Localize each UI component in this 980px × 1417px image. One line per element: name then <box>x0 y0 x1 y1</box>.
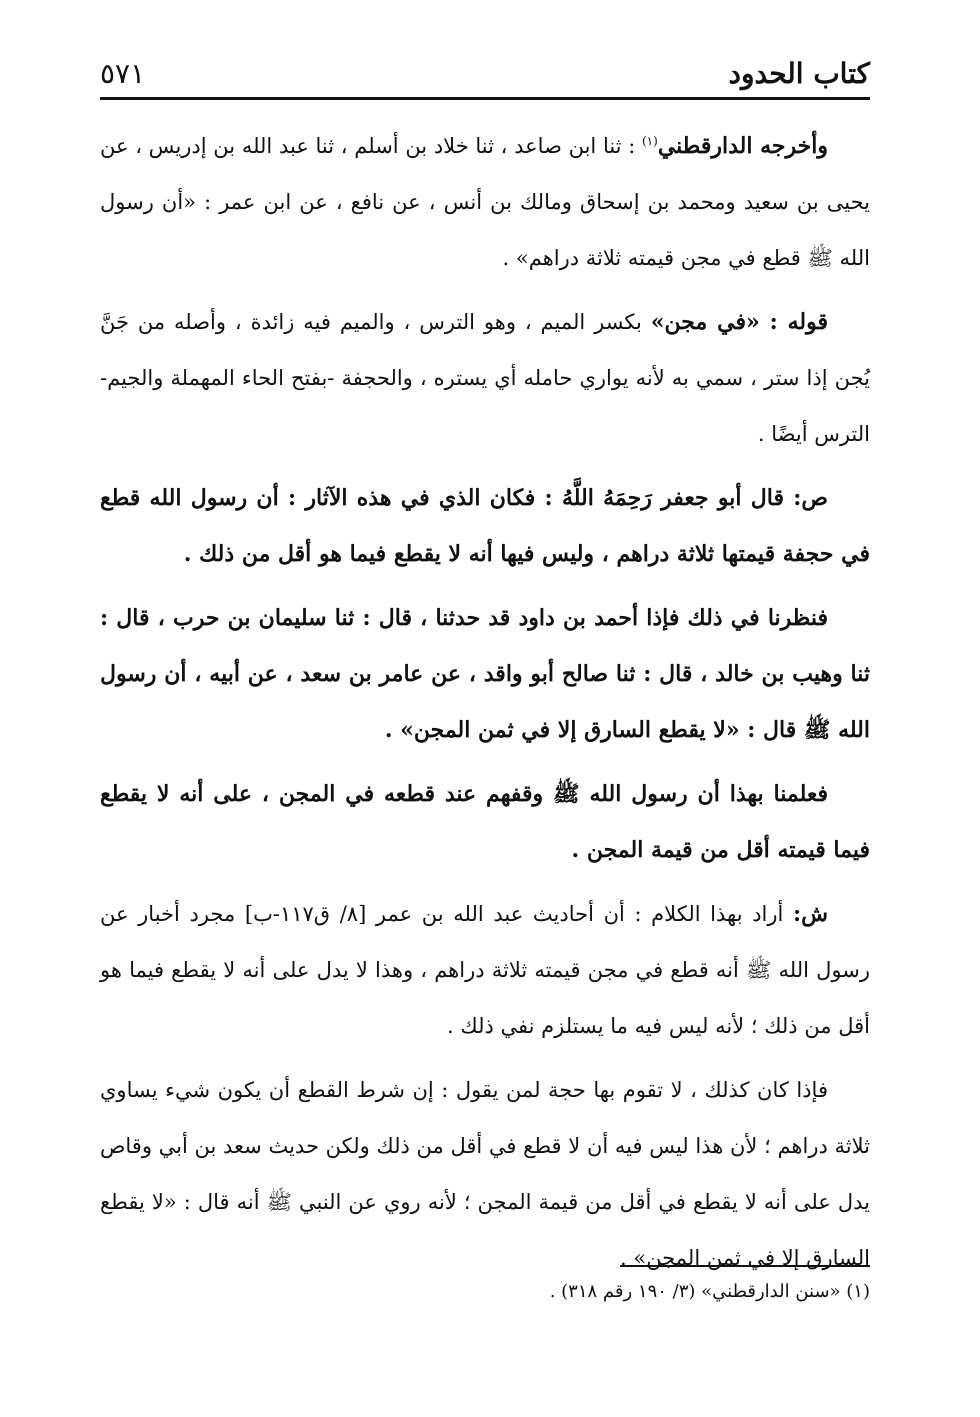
page-header <box>100 52 870 96</box>
paragraph-text: فإذا كان كذلك ، لا تقوم بها حجة لمن يقول : إن شرط القطع أن يكون شيء يساوي ثلاثة دراهم ؛ لأن هذا ليس فيه أن لا قطع في أقل من ذلك ولكن حديث سعد بن أبي وقاص يدل على أنه لا يقطع في أقل من قيمة المجن ؛ لأنه روي عن النبي ﷺ أنه قال : «لا يقطع السارق إلا في ثمن المجن» . <box>100 1078 870 1270</box>
paragraph-argument <box>100 1062 870 1286</box>
paragraph-lead: ش: <box>793 901 828 927</box>
paragraph-text: فعلمنا بهذا أن رسول الله ﷺ وقفهم عند قطعه في المجن ، على أنه لا يقطع فيما قيمته أقل من قيمة المجن . <box>100 781 870 863</box>
footnote: (١) «سنن الدارقطني» (٣/ ١٩٠ رقم ٣١٨) . <box>549 1281 870 1302</box>
paragraph-text: بكسر الميم ، وهو الترس ، والميم فيه زائدة ، وأصله من جَنَّ يُجن إذا ستر ، سمي به لأنه يواري حامله أي يستره ، والحجفة -بفتح الحاء المهملة والجيم- الترس أيضًا . <box>100 310 870 446</box>
paragraph-mijann-explanation <box>100 294 870 462</box>
footnote-divider <box>620 1265 870 1267</box>
header-divider <box>100 97 870 100</box>
paragraph-conclusion <box>100 766 870 878</box>
paragraph-text: : ثنا ابن صاعد ، ثنا خلاد بن أسلم ، ثنا عبد الله بن إدريس ، عن يحيى بن سعيد ومحمد بن إسحاق ومالك بن أنس ، عن نافع ، عن ابن عمر : «أن رسول الله ﷺ قطع في مجن قيمته ثلاثة دراهم» . <box>100 134 870 270</box>
paragraph-lead: ص: <box>793 485 828 511</box>
page-number: ٥٧١ <box>100 57 146 90</box>
footnote-ref[interactable]: (١) <box>641 134 658 148</box>
chapter-title: كتاب الحدود <box>728 57 870 90</box>
paragraph-lead: قوله : «في مجن» <box>650 309 828 335</box>
paragraph-daraqutni <box>100 118 870 286</box>
paragraph-sad-abu-jafar <box>100 470 870 582</box>
paragraph-lead: وأخرجه الدارقطني <box>657 133 828 159</box>
paragraph-text: أراد بهذا الكلام : أن أحاديث عبد الله بن عمر [٨/ ق١١٧-ب] مجرد أخبار عن رسول الله ﷺ أنه قطع في مجن قيمته ثلاثة دراهم ، وهذا لا يدل على أنه لا يقطع فيما هو أقل من ذلك ؛ لأنه ليس فيه ما يستلزم نفي ذلك . <box>100 902 870 1038</box>
paragraph-sharh <box>100 886 870 1054</box>
paragraph-text: قال أبو جعفر رَحِمَهُ اللَّهُ : فكان الذي في هذه الآثار : أن رسول الله قطع في حجفة قيمتها ثلاثة دراهم ، وليس فيها أنه لا يقطع فيما هو أقل من ذلك . <box>100 485 870 567</box>
main-text <box>100 118 870 1294</box>
paragraph-text: فنظرنا في ذلك فإذا أحمد بن داود قد حدثنا ، قال : ثنا سليمان بن حرب ، قال : ثنا وهيب بن خالد ، قال : ثنا صالح أبو واقد ، عن عامر بن سعد ، عن أبيه ، أن رسول الله ﷺ قال : «لا يقطع السارق إلا في ثمن المجن» . <box>100 605 870 743</box>
paragraph-hadith-chain <box>100 590 870 758</box>
